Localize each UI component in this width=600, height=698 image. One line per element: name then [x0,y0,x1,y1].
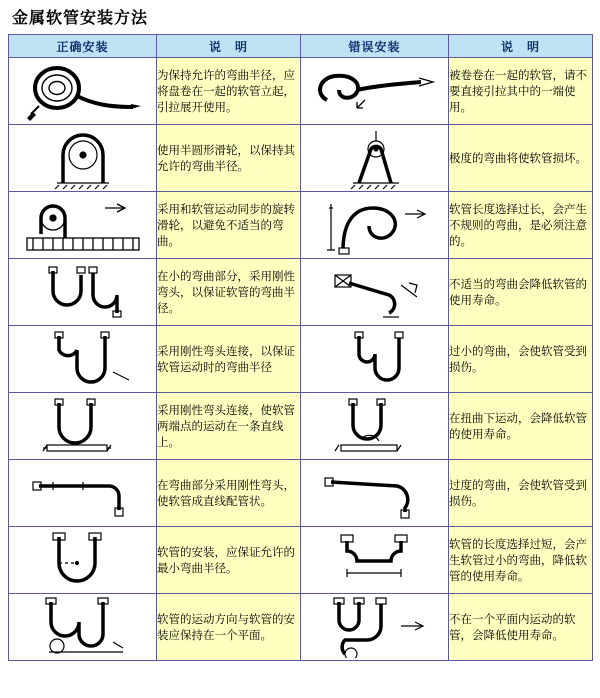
wrong-description: 软管长度选择过长，会产生不规则的弯曲，是必须注意的。 [449,192,593,259]
rigid-elbow-small-bend-icon [13,261,153,323]
table-row [9,125,593,192]
correct-figure-cell [9,460,157,527]
correct-description: 软管的运动方向与软管的安装应保持在一个平面。 [157,594,301,661]
table-row [9,192,593,259]
improper-bend-reduces-life-icon [305,261,445,323]
wrong-figure-cell [301,393,449,460]
excess-length-irregular-bend-icon [305,194,445,256]
correct-description: 在弯曲部分采用刚性弯头，使软管成直线配管状。 [157,460,301,527]
correct-figure-cell [9,393,157,460]
wrong-figure-cell [301,594,449,661]
wrong-description: 被卷卷在一起的软管，请不要直接引拉其中的一端使用。 [449,58,593,125]
correct-description: 在小的弯曲部分，采用刚性弯头，以保证软管的弯曲半径。 [157,259,301,326]
correct-description: 为保持允许的弯曲半径，应将盘卷在一起的软管立起，引拉展开使用。 [157,58,301,125]
coiled-hose-on-reel-icon [13,60,153,122]
rigid-elbow-u-bend-icon [13,328,153,390]
wrong-figure-cell [301,259,449,326]
wrong-figure-cell [301,58,449,125]
wrong-description: 不在一个平面内运动的软管，会降低使用寿命。 [449,594,593,661]
correct-figure-cell [9,594,157,661]
header-correct-description: 说 明 [157,35,301,58]
wrong-description: 过小的弯曲，会使软管受到损伤。 [449,326,593,393]
correct-figure-cell [9,58,157,125]
semicircular-pulley-icon [13,127,153,189]
minimum-bend-radius-installation-icon [13,529,153,591]
too-long-hose-small-bend-icon [305,529,445,591]
table-row [9,460,593,527]
correct-figure-cell [9,326,157,393]
wrong-description: 过度的弯曲，会使软管受到损伤。 [449,460,593,527]
correct-description: 采用刚性弯头连接，以保证软管运动时的弯曲半径 [157,326,301,393]
wrong-figure-cell [301,192,449,259]
correct-figure-cell [9,527,157,594]
wrong-description: 在扭曲下运动，会降低软管的使用寿命。 [449,393,593,460]
wrong-figure-cell [301,125,449,192]
too-small-bend-radius-icon [305,328,445,390]
wrong-description: 极度的弯曲将使软管损坏。 [449,125,593,192]
correct-figure-cell [9,259,157,326]
coiled-hose-pulled-straight-icon [305,60,445,122]
table-row [9,58,593,125]
wrong-description: 不适当的弯曲会降低软管的使用寿命。 [449,259,593,326]
u-shape-straight-line-motion-icon [13,395,153,457]
table-header-row [9,35,593,58]
synchronized-rotating-pulley-icon [13,194,153,256]
straight-piping-with-rigid-elbow-icon [13,462,153,524]
torsion-motion-icon [305,395,445,457]
over-bending-icon [305,462,445,524]
correct-description: 采用和软管运动同步的旋转滑轮，以避免不适当的弯曲。 [157,192,301,259]
sharp-bend-pulley-icon [305,127,445,189]
wrong-figure-cell [301,460,449,527]
table-row [9,393,593,460]
table-row [9,594,593,661]
wrong-figure-cell [301,527,449,594]
correct-description: 使用半圆形滑轮，以保持其允许的弯曲半径。 [157,125,301,192]
table-row [9,259,593,326]
wrong-figure-cell [301,326,449,393]
same-plane-motion-icon [13,596,153,658]
table-row [9,527,593,594]
correct-description: 采用刚性弯头连接，使软管两端点的运动在一条直线上。 [157,393,301,460]
installation-methods-table [8,34,593,661]
out-of-plane-motion-icon [305,596,445,658]
header-correct-install: 正确安装 [9,35,157,58]
correct-figure-cell [9,192,157,259]
wrong-description: 软管的长度选择过短，会产生软管过小的弯曲，降低软管的使用寿命。 [449,527,593,594]
header-wrong-description: 说 明 [449,35,593,58]
page-title: 金属软管安装方法 [12,8,149,27]
correct-description: 软管的安装，应保证允许的最小弯曲半径。 [157,527,301,594]
correct-figure-cell [9,125,157,192]
table-row [9,326,593,393]
header-wrong-install: 错误安装 [301,35,449,58]
